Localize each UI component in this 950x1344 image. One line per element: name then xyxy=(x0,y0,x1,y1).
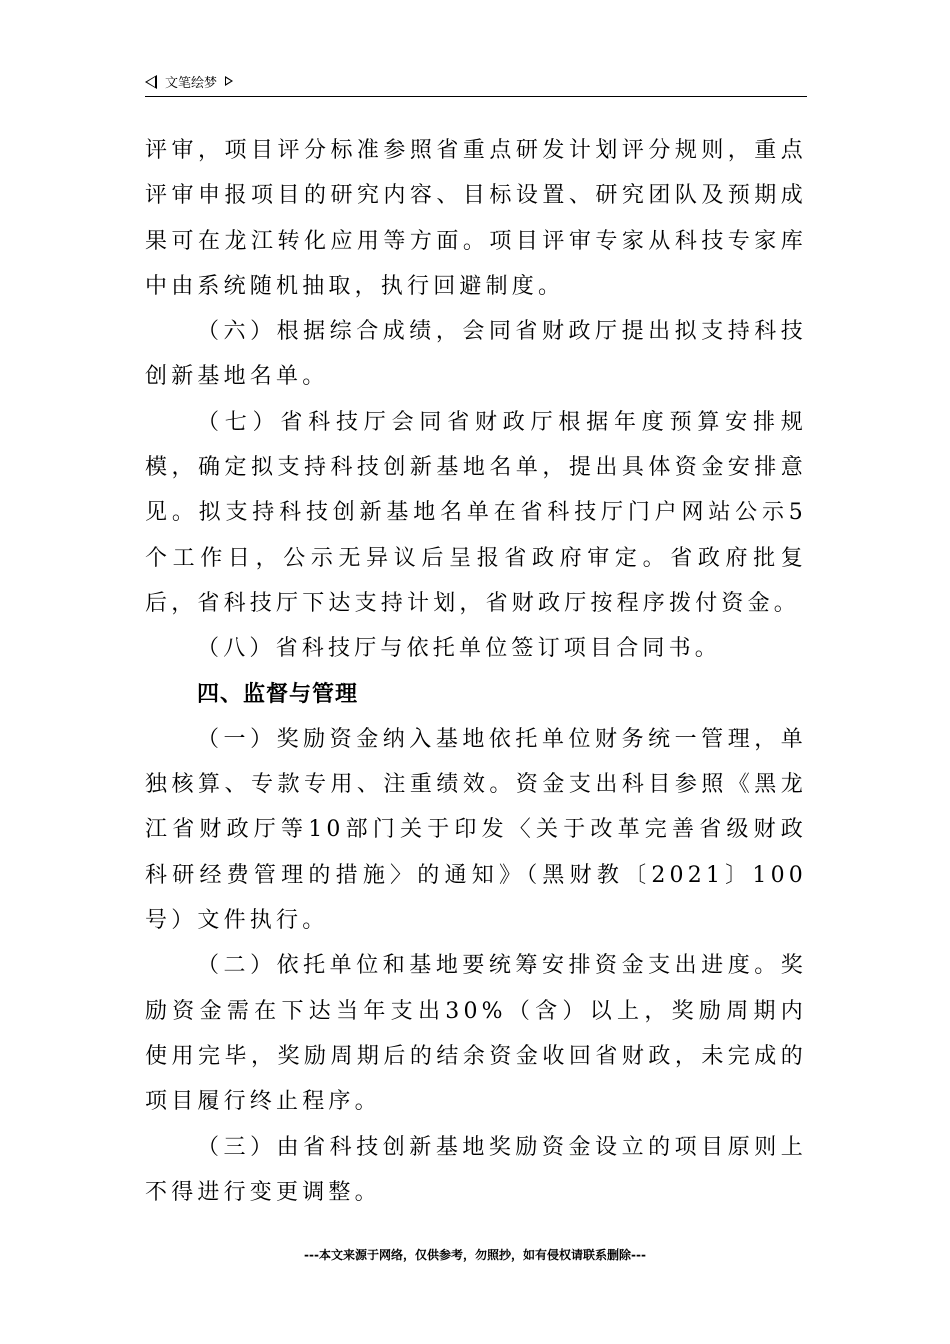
paragraph-item-one: （一）奖励资金纳入基地依托单位财务统一管理，单独核算、专款专用、注重绩效。资金支出科目参照《黑龙江省财政厅等10部门关于印发〈关于改革完善省级财政科研经费管理的措施〉的通知》（黑财教〔2021〕100号）文件执行。 xyxy=(145,726,807,934)
paragraph-item-six: （六）根据综合成绩，会同省财政厅提出拟支持科技创新基地名单。 xyxy=(145,319,807,390)
page-header xyxy=(145,74,807,97)
paragraph-item-two: （二）依托单位和基地要统筹安排资金支出进度。奖励资金需在下达当年支出30%（含）以上，奖励周期内使用完毕，奖励周期后的结余资金收回省财政，未完成的项目履行终止程序。 xyxy=(145,953,807,1115)
triangle-left-icon xyxy=(145,75,157,89)
section-heading: 四、监督与管理 xyxy=(197,681,359,707)
header-brand: 文笔绘梦 xyxy=(165,76,218,91)
paragraph-continuation: 评审，项目评分标准参照省重点研发计划评分规则，重点评审申报项目的研究内容、目标设置、研究团队及预期成果可在龙江转化应用等方面。项目评审专家从科技专家库中由系统随机抽取，执行回避制度。 xyxy=(145,138,807,299)
triangle-right-icon xyxy=(225,76,233,86)
page-footer-disclaimer: ---本文来源于网络，仅供参考，勿照抄，如有侵权请联系删除--- xyxy=(304,1248,646,1262)
paragraph-item-seven: （七）省科技厅会同省财政厅根据年度预算安排规模，确定拟支持科技创新基地名单，提出具体资金安排意见。拟支持科技创新基地名单在省科技厅门户网站公示5个工作日，公示无异议后呈报省政府审定。省政府批复后，省科技厅下达支持计划，省财政厅按程序拨付资金。 xyxy=(145,409,807,616)
document-body xyxy=(145,128,807,1215)
paragraph-item-three: （三）由省科技创新基地奖励资金设立的项目原则上不得进行变更调整。 xyxy=(145,1134,807,1205)
paragraph-item-eight: （八）省科技厅与依托单位签订项目合同书。 xyxy=(197,636,722,662)
